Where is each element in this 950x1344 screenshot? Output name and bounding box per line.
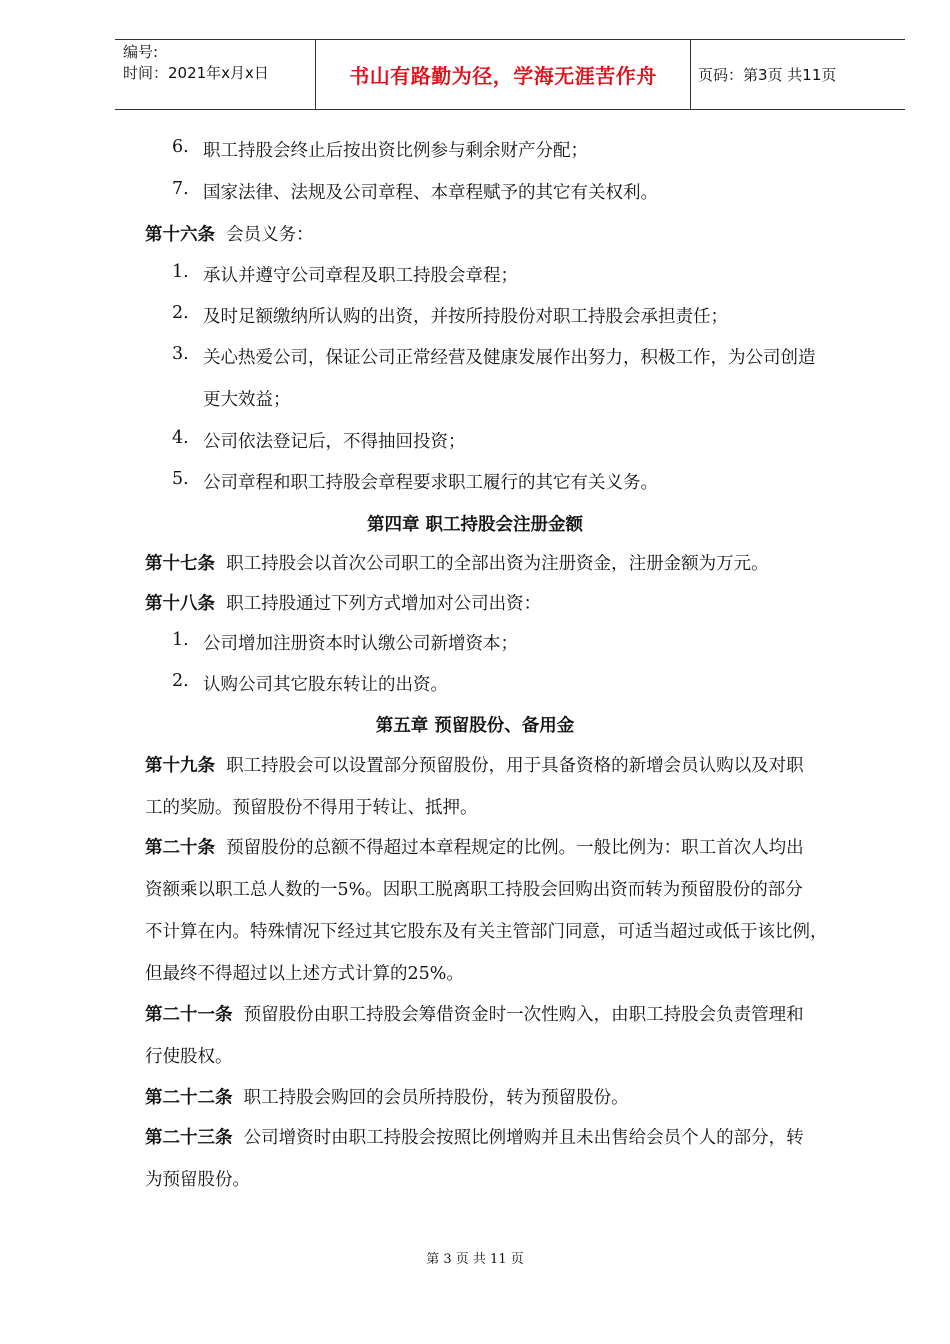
header-meta xyxy=(115,40,316,109)
article-title: 第十七条 xyxy=(145,554,215,574)
list-item: 公司依法登记后，不得抽回投资； xyxy=(203,432,466,452)
article-21 xyxy=(145,1001,804,1026)
article-text: 职工持股会可以设置部分预留股份，用于具备资格的新增会员认购以及对职 xyxy=(226,756,804,776)
list-number: 4. xyxy=(172,428,189,448)
article-text: 职工持股会以首次公司职工的全部出资为注册资金，注册金额为万元。 xyxy=(226,554,769,574)
article-title: 第二十条 xyxy=(145,838,215,858)
time-label: 时间：2021年x月x日 xyxy=(123,64,269,82)
article-text-line: 行使股权。 xyxy=(145,1047,233,1067)
article-text-line: 资额乘以职工总人数的一5%。因职工脱离职工持股会回购出资而转为预留股份的部分 xyxy=(145,880,803,900)
serial-label: 编号: xyxy=(123,43,159,61)
list-number: 5. xyxy=(172,469,189,489)
page-header xyxy=(115,39,905,110)
chapter-heading: 第五章 预留股份、备用金 xyxy=(375,716,575,736)
article-title: 第二十一条 xyxy=(145,1005,233,1025)
article-text-line: 工的奖励。预留股份不得用于转让、抵押。 xyxy=(145,798,478,818)
article-text: 预留股份的总额不得超过本章程规定的比例。一般比例为：职工首次人均出 xyxy=(226,838,804,858)
list-number: 3. xyxy=(172,344,189,364)
list-item: 国家法律、法规及公司章程、本章程赋予的其它有关权利。 xyxy=(203,183,658,203)
article-text-line: 不计算在内。特殊情况下经过其它股东及有关主管部门同意，可适当超过或低于该比例， xyxy=(145,922,828,942)
list-number: 1. xyxy=(172,630,189,650)
chapter-heading: 第四章 职工持股会注册金额 xyxy=(366,515,584,535)
article-title: 第十六条 xyxy=(145,225,215,245)
article-title: 第二十二条 xyxy=(145,1088,233,1108)
header-page-info: 页码：第3页 共11页 xyxy=(698,66,837,84)
list-number: 7. xyxy=(172,179,189,199)
article-text-line: 但最终不得超过以上述方式计算的25%。 xyxy=(145,964,464,984)
list-item: 及时足额缴纳所认购的出资，并按所持股份对职工持股会承担责任； xyxy=(203,307,728,327)
article-19 xyxy=(145,752,804,777)
article-text: 会员义务： xyxy=(226,225,314,245)
article-17 xyxy=(145,550,769,575)
list-number: 6. xyxy=(172,137,189,157)
header-motto: 书山有路勤为径，学海无涯苦作舟 xyxy=(316,40,691,109)
article-18 xyxy=(145,590,541,615)
list-item: 职工持股会终止后按出资比例参与剩余财产分配； xyxy=(203,141,588,161)
list-item-continuation: 更大效益； xyxy=(203,390,291,410)
article-text-line: 为预留股份。 xyxy=(145,1170,250,1190)
article-title: 第十九条 xyxy=(145,756,215,776)
article-22 xyxy=(145,1084,629,1109)
article-text: 职工持股会购回的会员所持股份，转为预留股份。 xyxy=(243,1088,629,1108)
page-footer: 第 3 页 共 11 页 xyxy=(426,1252,524,1267)
article-16 xyxy=(145,221,314,246)
list-item: 承认并遵守公司章程及职工持股会章程； xyxy=(203,266,518,286)
list-item: 认购公司其它股东转让的出资。 xyxy=(203,675,448,695)
list-number: 2. xyxy=(172,303,189,323)
article-text: 公司增资时由职工持股会按照比例增购并且未出售给会员个人的部分，转 xyxy=(243,1128,804,1148)
article-title: 第十八条 xyxy=(145,594,215,614)
list-item: 公司增加注册资本时认缴公司新增资本； xyxy=(203,634,518,654)
article-title: 第二十三条 xyxy=(145,1128,233,1148)
list-number: 1. xyxy=(172,262,189,282)
article-23 xyxy=(145,1124,804,1149)
article-text: 预留股份由职工持股会筹借资金时一次性购入，由职工持股会负责管理和 xyxy=(243,1005,804,1025)
list-item: 关心热爱公司，保证公司正常经营及健康发展作出努力，积极工作，为公司创造 xyxy=(203,348,816,368)
list-number: 2. xyxy=(172,671,189,691)
article-text: 职工持股通过下列方式增加对公司出资： xyxy=(226,594,542,614)
list-item: 公司章程和职工持股会章程要求职工履行的其它有关义务。 xyxy=(203,473,658,493)
article-20 xyxy=(145,834,804,859)
